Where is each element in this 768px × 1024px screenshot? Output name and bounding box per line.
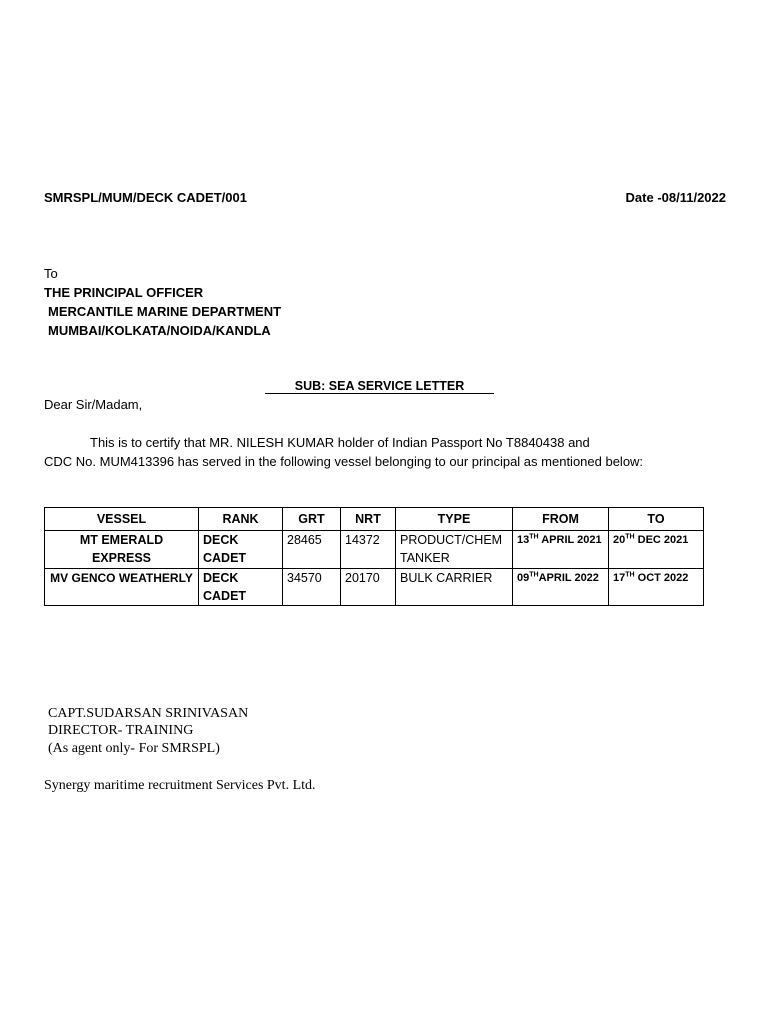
body-line-1: This is to certify that MR. NILESH KUMAR holder of Indian Passport No T8840438 and bbox=[90, 435, 590, 450]
signatory-name: CAPT.SUDARSAN SRINIVASAN bbox=[48, 706, 249, 721]
cell-vessel: MT EMERALD EXPRESS bbox=[45, 531, 199, 569]
letter-date: Date -08/11/2022 bbox=[625, 190, 726, 205]
to-day: 17 bbox=[613, 572, 626, 584]
col-header-nrt: NRT bbox=[341, 508, 396, 531]
from-month-year: APRIL 2021 bbox=[538, 534, 602, 546]
table-row bbox=[45, 569, 704, 606]
company-name: Synergy maritime recruitment Services Pvt. Ltd. bbox=[44, 778, 316, 793]
col-header-type: TYPE bbox=[396, 508, 513, 531]
cell-grt: 34570 bbox=[283, 569, 341, 606]
to-suffix: TH bbox=[625, 533, 635, 541]
to-day: 20 bbox=[613, 534, 626, 546]
to-suffix: TH bbox=[625, 571, 635, 579]
signatory-note: (As agent only- For SMRSPL) bbox=[48, 741, 220, 756]
col-header-rank: RANK bbox=[199, 508, 283, 531]
col-header-vessel: VESSEL bbox=[45, 508, 199, 531]
table-row bbox=[45, 531, 704, 569]
from-month-year: APRIL 2022 bbox=[538, 572, 599, 584]
body-line-2: CDC No. MUM413396 has served in the following vessel belonging to our principal as mentioned below: bbox=[44, 454, 644, 469]
cell-vessel: MV GENCO WEATHERLY bbox=[45, 569, 199, 606]
to-month-year: DEC 2021 bbox=[634, 534, 689, 546]
cell-type-line-2: TANKER bbox=[400, 551, 450, 565]
cell-from bbox=[513, 531, 609, 569]
from-day: 13 bbox=[517, 534, 530, 546]
salutation: Dear Sir/Madam, bbox=[44, 397, 143, 412]
cell-type-line-1: PRODUCT/CHEM bbox=[400, 533, 503, 547]
cell-nrt: 14372 bbox=[341, 531, 396, 569]
address-to: To bbox=[44, 266, 58, 281]
cell-grt: 28465 bbox=[283, 531, 341, 569]
subject-line: SUB: SEA SERVICE LETTER bbox=[265, 379, 494, 394]
vessel-table bbox=[44, 507, 704, 606]
table-header-row bbox=[45, 508, 704, 531]
reference-number: SMRSPL/MUM/DECK CADET/001 bbox=[44, 190, 247, 205]
signatory-title: DIRECTOR- TRAINING bbox=[48, 723, 194, 738]
from-day: 09 bbox=[517, 572, 530, 584]
address-line-3: MUMBAI/KOLKATA/NOIDA/KANDLA bbox=[48, 323, 271, 338]
cell-nrt: 20170 bbox=[341, 569, 396, 606]
cell-to bbox=[609, 531, 704, 569]
col-header-grt: GRT bbox=[283, 508, 341, 531]
from-suffix: TH bbox=[529, 571, 539, 579]
to-month-year: OCT 2022 bbox=[634, 572, 689, 584]
cell-rank: DECK CADET bbox=[199, 569, 283, 606]
col-header-from: FROM bbox=[513, 508, 609, 531]
cell-rank: DECK CADET bbox=[199, 531, 283, 569]
cell-to bbox=[609, 569, 704, 606]
col-header-to: TO bbox=[609, 508, 704, 531]
cell-from bbox=[513, 569, 609, 606]
cell-type bbox=[396, 531, 513, 569]
address-line-1: THE PRINCIPAL OFFICER bbox=[44, 285, 204, 300]
address-line-2: MERCANTILE MARINE DEPARTMENT bbox=[48, 304, 282, 319]
cell-type: BULK CARRIER bbox=[396, 569, 513, 606]
from-suffix: TH bbox=[529, 533, 539, 541]
